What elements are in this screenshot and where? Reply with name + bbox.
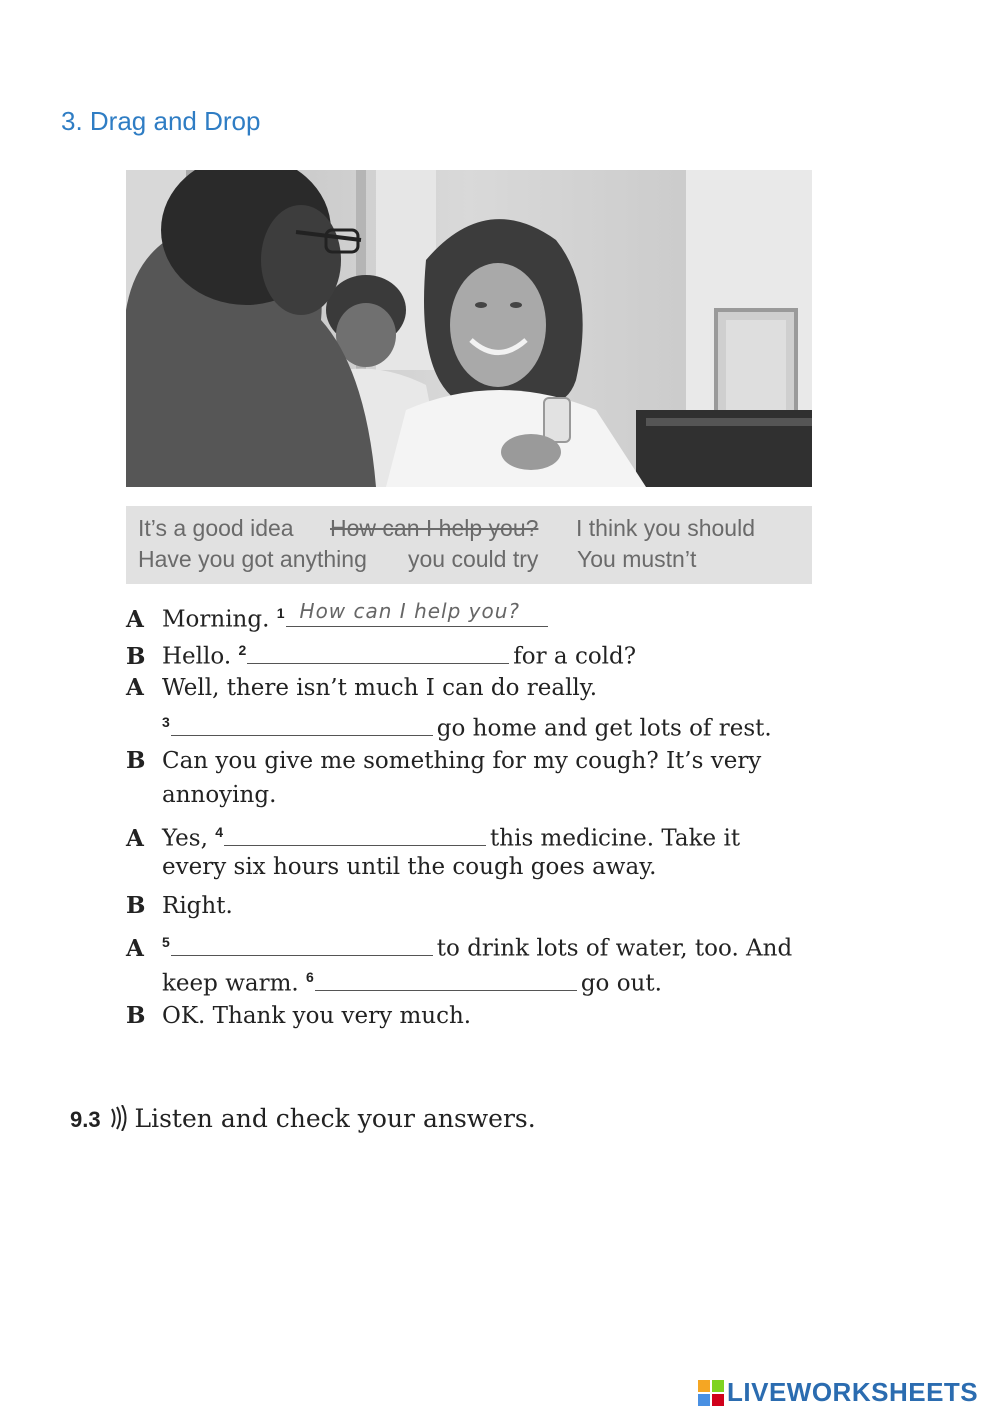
line-text: Morning. [162, 606, 270, 633]
line-text: for a cold? [513, 643, 637, 670]
line-text: Yes, [162, 825, 208, 852]
dialogue-line [126, 633, 636, 675]
speaker-label: B [126, 892, 146, 919]
answer-blank-3[interactable] [171, 711, 433, 736]
line-text: Well, there isn’t much I can do really. [162, 675, 598, 701]
dialogue-line [126, 998, 471, 1034]
speaker-label: B [126, 642, 146, 670]
speaker-label: A [126, 824, 144, 852]
line-text: every six hours until the cough goes away. [162, 854, 657, 880]
line-text: go out. [580, 970, 662, 997]
dialogue-line [126, 778, 276, 813]
dialogue-line [126, 888, 233, 924]
track-number: 9.3 [70, 1107, 101, 1132]
word-option[interactable]: I think you should [576, 515, 756, 541]
listen-instruction [70, 1104, 536, 1133]
audio-icon[interactable] [109, 1105, 127, 1131]
speaker-label: A [126, 674, 144, 701]
gap-number: 3 [162, 714, 170, 730]
gap-number: 6 [306, 969, 314, 985]
word-bank [126, 506, 812, 584]
dialogue-line [126, 670, 597, 706]
answer-blank-4[interactable] [224, 821, 486, 846]
speaker-label: A [126, 934, 144, 962]
speaker-label: A [126, 605, 144, 633]
dialogue-line [126, 596, 552, 638]
line-text: OK. Thank you very much. [162, 1003, 472, 1029]
logo-text: LIVEWORKSHEETS [727, 1377, 979, 1407]
line-text: Right. [162, 893, 233, 919]
gap-number: 1 [276, 605, 285, 621]
answer-blank-5[interactable] [171, 931, 433, 956]
dialogue-line [126, 743, 761, 779]
line-text: Can you give me something for my cough? It’s very [162, 748, 762, 774]
speaker-label: B [126, 747, 146, 774]
dialogue-line [126, 850, 656, 885]
line-text: this medicine. Take it [490, 825, 741, 852]
line-text: keep warm. [162, 970, 299, 997]
listen-text: Listen and check your answers. [134, 1104, 536, 1133]
word-option-used: How can I help you? [330, 515, 539, 541]
speaker-label: B [126, 1002, 146, 1029]
word-option[interactable]: You mustn’t [577, 546, 697, 572]
line-text: annoying. [162, 782, 277, 808]
liveworksheets-logo [698, 1377, 978, 1408]
gap-number: 2 [238, 642, 247, 658]
answer-blank-2[interactable] [247, 639, 509, 664]
line-text: go home and get lots of rest. [436, 715, 772, 742]
dialogue-line [126, 705, 772, 747]
gap-number: 4 [215, 824, 224, 840]
answer-blank-1[interactable] [286, 598, 548, 627]
word-option[interactable]: It’s a good idea [138, 515, 294, 541]
exercise-heading: 3. Drag and Drop [61, 106, 261, 136]
word-option[interactable]: Have you got anything [138, 546, 367, 572]
line-text: to drink lots of water, too. And [436, 935, 793, 962]
dialogue-line [126, 960, 662, 1002]
line-text: Hello. [162, 643, 232, 670]
answer-blank-6[interactable] [315, 966, 577, 991]
pharmacy-photo [126, 170, 812, 487]
example-answer: How can I help you? [299, 598, 521, 623]
gap-number: 5 [162, 934, 170, 950]
logo-icon [698, 1380, 724, 1406]
word-option[interactable]: you could try [408, 546, 539, 572]
